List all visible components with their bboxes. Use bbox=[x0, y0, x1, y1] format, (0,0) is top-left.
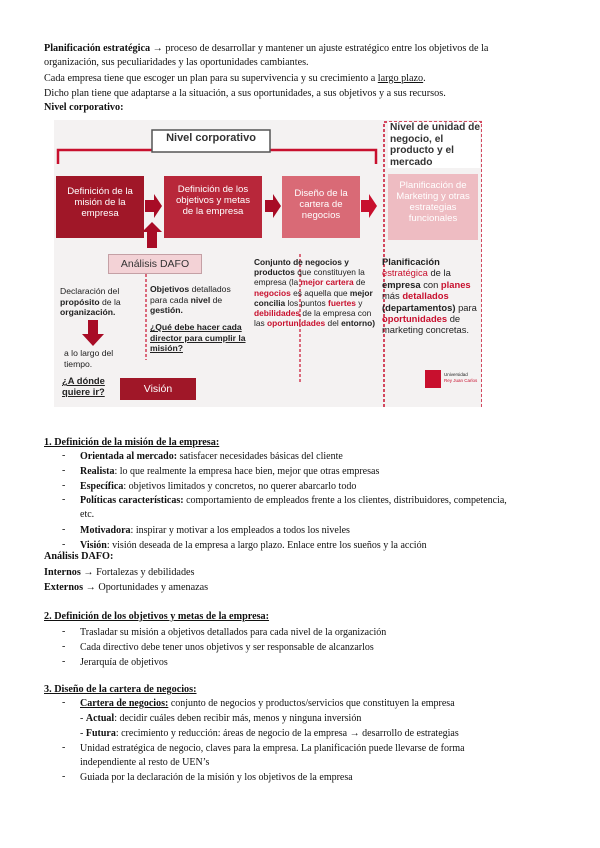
text: Actual bbox=[85, 713, 115, 724]
box-planificacion-marketing: Planificación de Marketing y otras estrategias funcionales bbox=[388, 174, 478, 240]
text: concretas. bbox=[425, 324, 470, 336]
heading-nivel-corporativo: Nivel corporativo: bbox=[44, 102, 124, 113]
text: que constituyen la empresa (la bbox=[254, 267, 365, 288]
vision-box: Visión bbox=[120, 378, 196, 400]
text: Conjunto de negocios y productos bbox=[254, 257, 349, 278]
text: Futura bbox=[85, 728, 116, 739]
text: gestión. bbox=[150, 305, 183, 315]
text: de bbox=[212, 294, 223, 305]
text: para bbox=[458, 301, 477, 313]
list-dash: - bbox=[62, 465, 66, 476]
analisis-dafo: Análisis DAFO bbox=[108, 254, 202, 274]
section-2-title: 2. Definición de los objetivos y metas de la empresa: bbox=[44, 611, 270, 622]
list-dash: - bbox=[62, 656, 66, 667]
pregunta-director: ¿Qué debe hacer cada director para cumplir la misión? bbox=[150, 322, 246, 353]
objectives-item: Trasladar su misión a objetivos detallados para cada nivel de la organización bbox=[80, 627, 387, 638]
link-largo-plazo[interactable]: largo plazo bbox=[377, 73, 424, 84]
nivel-corporativo-label: Nivel corporativo bbox=[166, 132, 256, 144]
text: negocios bbox=[254, 287, 291, 298]
text: (departamentos) bbox=[382, 301, 456, 313]
list-dash: - bbox=[62, 450, 66, 461]
uen-item-line-2: independiente al resto de UEN’s bbox=[80, 757, 210, 768]
item-desc: : lo que realmente la empresa hace bien, mejor que otras empresas bbox=[114, 466, 380, 477]
objetivos-detallados bbox=[150, 284, 250, 316]
text: más bbox=[382, 290, 400, 302]
text: y bbox=[358, 297, 363, 308]
text: planes bbox=[440, 278, 471, 290]
text: estratégica bbox=[382, 267, 428, 279]
logo-urjc bbox=[444, 372, 482, 383]
a-donde-quiere-ir: ¿A dónde quiere ir? bbox=[62, 375, 105, 397]
text: con bbox=[423, 278, 439, 290]
mission-attribute-item bbox=[80, 494, 507, 508]
cartera-negocios-item bbox=[80, 697, 455, 711]
text: propósito bbox=[60, 296, 100, 307]
text: mejor concilia bbox=[254, 287, 373, 308]
mission-attribute-item bbox=[80, 450, 343, 464]
text: debilidades bbox=[254, 308, 301, 319]
section-1-title: 1. Definición de la misión de la empresa: bbox=[44, 437, 220, 448]
item-desc: satisfacer necesidades básicas del cliente bbox=[177, 451, 343, 462]
dafo-title: Análisis DAFO: bbox=[44, 551, 114, 562]
etc-text: etc. bbox=[80, 509, 95, 520]
text: → Oportunidades y amenazas bbox=[83, 582, 209, 593]
text: entorno) bbox=[341, 318, 376, 329]
item-desc: comportamiento de empleados frente a los clientes, distribuidores, competencia, bbox=[183, 495, 507, 506]
intro-line-4: Dicho plan tiene que adaptarse a la situación, a sus oportunidades, a sus objetivos y a sus recursos. bbox=[44, 88, 446, 99]
intro-text: Cada empresa tiene que escoger un plan para su supervivencia y su crecimiento a bbox=[44, 73, 378, 84]
text: : crecimiento y reducción: áreas de negocio de la empresa → desarrollo de estrategias bbox=[115, 728, 459, 739]
item-term: Específica bbox=[80, 481, 124, 492]
conjunto-negocios bbox=[254, 257, 382, 328]
list-dash: - bbox=[62, 697, 66, 708]
item-term: Políticas características: bbox=[80, 495, 184, 506]
text: Universidad bbox=[444, 372, 468, 377]
text: Cartera de negocios: bbox=[80, 698, 169, 709]
intro-line-1 bbox=[44, 42, 564, 56]
text: Declaración del bbox=[60, 286, 120, 296]
futura-item: - Futura: crecimiento y reducción: áreas de negocio de la empresa → desarrollo de estrategias bbox=[80, 728, 459, 739]
list-dash: - bbox=[62, 524, 66, 535]
text: organización. bbox=[60, 307, 116, 317]
box-diseno-cartera: Diseño de la cartera de negocios bbox=[282, 176, 360, 238]
intro-term: Planificación estratégica bbox=[44, 43, 151, 54]
guiada-item: Guiada por la declaración de la misión y los objetivos de la empresa bbox=[80, 772, 353, 783]
text: conjunto de negocios y productos/servicios que constituyen la empresa bbox=[168, 698, 455, 709]
text: tiempo. bbox=[64, 358, 93, 369]
arrow: → bbox=[152, 43, 163, 54]
actual-item: - Actual: decidir cuáles deben recibir más, menos y ninguna inversión bbox=[80, 713, 362, 724]
text: de la bbox=[430, 267, 451, 279]
text: es aquella que bbox=[293, 287, 348, 298]
list-dash: - bbox=[62, 626, 66, 637]
item-desc: : objetivos limitados y concretos, no querer abarcarlo todo bbox=[123, 481, 357, 492]
box-definicion-mision: Definición de la misión de la empresa bbox=[56, 176, 144, 238]
text: de bbox=[355, 277, 366, 288]
intro-line-2: organización, sus peculiaridades y las oportunidades cambiantes. bbox=[44, 57, 309, 68]
objectives-item: Jerarquía de objetivos bbox=[80, 657, 168, 668]
section-3-title: 3. Diseño de la cartera de negocios: bbox=[44, 684, 197, 695]
text: a lo largo del bbox=[64, 348, 114, 358]
intro-text: proceso de desarrollar y mantener un ajuste estratégico entre los objetivos de la bbox=[165, 43, 489, 54]
item-term: Motivadora bbox=[80, 525, 131, 536]
text: Externos bbox=[44, 582, 84, 593]
text: de bbox=[449, 313, 461, 325]
text: empresa bbox=[382, 278, 421, 290]
text: de la bbox=[102, 296, 121, 307]
list-dash: - bbox=[62, 742, 66, 753]
list-dash: - bbox=[62, 771, 66, 782]
list-dash: - bbox=[62, 539, 66, 550]
mission-attribute-item bbox=[80, 480, 356, 494]
text: fuertes bbox=[328, 297, 356, 308]
mission-attribute-item bbox=[80, 524, 350, 538]
mission-attribute-item bbox=[80, 465, 379, 479]
list-dash: - bbox=[62, 641, 66, 652]
uen-item-line-1: Unidad estratégica de negocio, claves para la empresa. La planificación puede llevarse de forma bbox=[80, 743, 465, 754]
text: de la empresa con las bbox=[254, 308, 372, 329]
intro-text: . bbox=[423, 73, 426, 84]
item-term: Realista bbox=[80, 466, 115, 477]
intro-line-3 bbox=[44, 72, 564, 86]
text: detallados bbox=[191, 284, 231, 294]
text: oportunidades bbox=[382, 313, 448, 325]
text: Objetivos bbox=[150, 284, 190, 294]
text: los puntos bbox=[287, 297, 326, 308]
text: marketing bbox=[382, 324, 424, 336]
externos-line bbox=[44, 581, 564, 595]
item-desc: : inspirar y motivar a los empleados a todos los niveles bbox=[130, 525, 350, 536]
objectives-item: Cada directivo debe tener unos objetivos y ser responsable de alcanzarlos bbox=[80, 642, 374, 653]
item-term: Orientada al mercado: bbox=[80, 451, 178, 462]
item-desc: : visión deseada de la empresa a largo plazo. Enlace entre los sueños y la acción bbox=[106, 540, 427, 551]
text: detallados bbox=[402, 290, 449, 302]
diagram-planificacion bbox=[54, 120, 482, 407]
text: Rey Juan Carlos bbox=[444, 377, 478, 383]
text: mejor cartera bbox=[300, 277, 354, 288]
text: del bbox=[327, 318, 339, 329]
a-lo-largo-del-tiempo bbox=[64, 348, 144, 369]
internos-line bbox=[44, 566, 564, 580]
text: Planificación bbox=[382, 256, 440, 267]
declaracion-proposito bbox=[60, 286, 144, 318]
nivel-unidad-label: Nivel de unidad de negocio, el producto y el mercado bbox=[390, 122, 481, 168]
text: Internos bbox=[44, 567, 81, 578]
box-definicion-objetivos: Definición de los objetivos y metas de la empresa bbox=[164, 176, 262, 238]
text: → Fortalezas y debilidades bbox=[80, 567, 195, 578]
text: nivel bbox=[190, 294, 211, 305]
list-dash: - bbox=[62, 494, 66, 505]
item-term: Visión bbox=[80, 540, 107, 551]
text: oportunidades bbox=[267, 318, 326, 329]
text: : decidir cuáles deben recibir más, menos y ninguna inversión bbox=[114, 713, 362, 724]
planificacion-estrategica-detalle bbox=[382, 256, 478, 336]
list-dash: - bbox=[62, 480, 66, 491]
text: para cada bbox=[150, 294, 189, 305]
